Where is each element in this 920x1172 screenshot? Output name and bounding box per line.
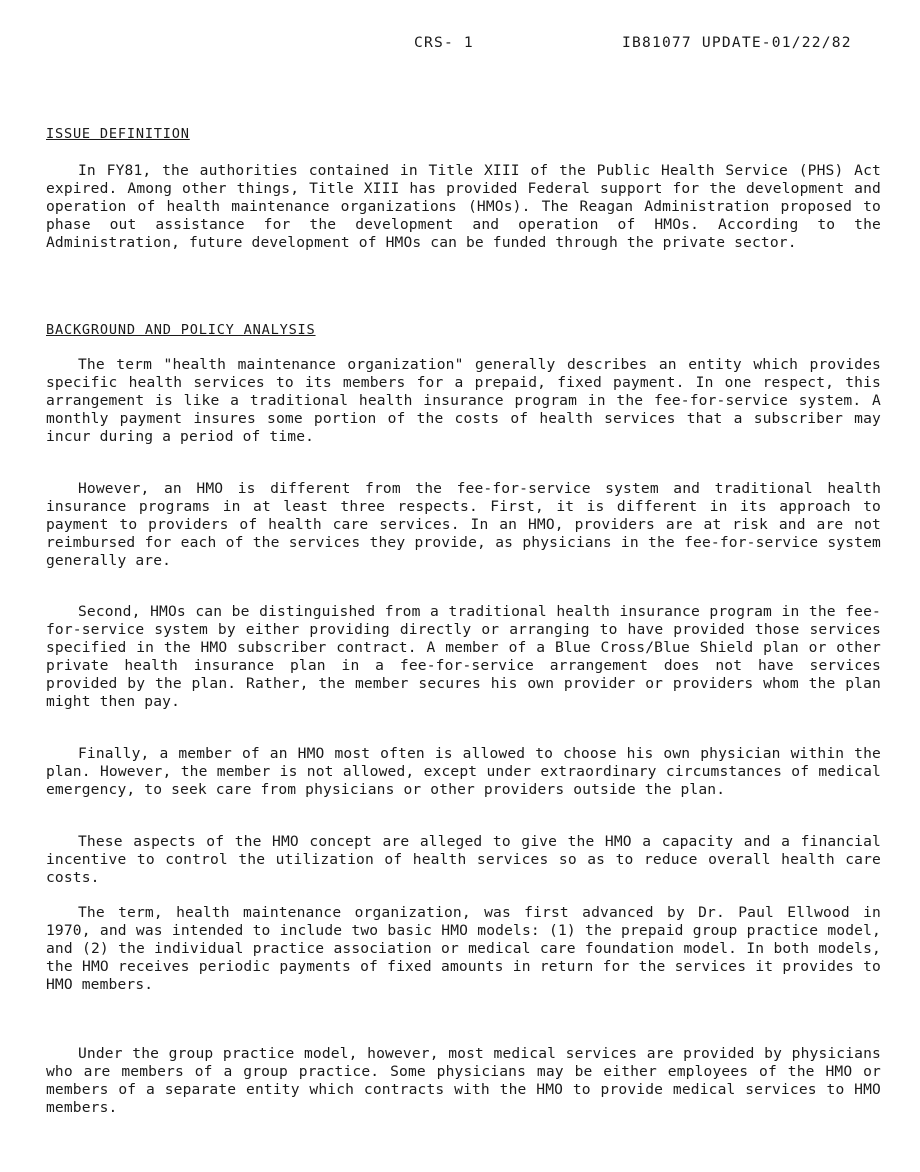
background-heading: BACKGROUND AND POLICY ANALYSIS <box>46 322 316 338</box>
background-paragraph-1: The term "health maintenance organization" generally describes an entity which provides specific health services to its members for a prepaid, fixed payment. In one respect, this arrangement is like a traditional health insurance program in the fee-for-service system. A monthly payment insures some portion of the costs of health services that a subscriber may incur during a period of time. <box>46 356 881 445</box>
background-paragraph-2: However, an HMO is different from the fee-for-service system and traditional health insurance programs in at least three respects. First, it is different in its approach to payment to providers of health care services. In an HMO, providers are at risk and are not reimbursed for each of the services they provide, as physicians in the fee-for-service system generally are. <box>46 480 881 569</box>
background-paragraph-7: Under the group practice model, however, most medical services are provided by physicians who are members of a group practice. Some physicians may be either employees of the HMO or members of a separate entity which contracts with the HMO to provide medical services to HMO members. <box>46 1045 881 1116</box>
background-paragraph-4: Finally, a member of an HMO most often is allowed to choose his own physician within the plan. However, the member is not allowed, except under extraordinary circumstances of medical emergency, to seek care from physicians or other providers outside the plan. <box>46 745 881 798</box>
background-paragraph-3: Second, HMOs can be distinguished from a traditional health insurance program in the fee-for-service system by either providing directly or arranging to have provided those services specified in the HMO subscriber contract. A member of a Blue Cross/Blue Shield plan or other private health insurance plan in a fee-for-service arrangement does not have services provided by the plan. Rather, the member secures his own provider or providers whom the plan might then pay. <box>46 603 881 710</box>
issue-definition-heading: ISSUE DEFINITION <box>46 126 190 142</box>
issue-definition-paragraph: In FY81, the authorities contained in Title XIII of the Public Health Service (PHS) Act expired. Among other things, Title XIII has provided Federal support for the development and operation of health maintenance organizations (HMOs). The Reagan Administration proposed to phase out assistance for the development and operation of HMOs. According to the Administration, future development of HMOs can be funded through the private sector. <box>46 162 881 251</box>
background-paragraph-6: The term, health maintenance organization, was first advanced by Dr. Paul Ellwood in 1970, and was intended to include two basic HMO models: (1) the prepaid group practice model, and (2) the individual practice association or medical care foundation model. In both models, the HMO receives periodic payments of fixed amounts in return for the services it provides to HMO members. <box>46 904 881 993</box>
page-header <box>0 34 920 54</box>
page-label: CRS- 1 <box>414 34 474 51</box>
issue-brief-update: IB81077 UPDATE-01/22/82 <box>622 34 852 51</box>
background-paragraph-5: These aspects of the HMO concept are alleged to give the HMO a capacity and a financial incentive to control the utilization of health services so as to reduce overall health care costs. <box>46 833 881 886</box>
